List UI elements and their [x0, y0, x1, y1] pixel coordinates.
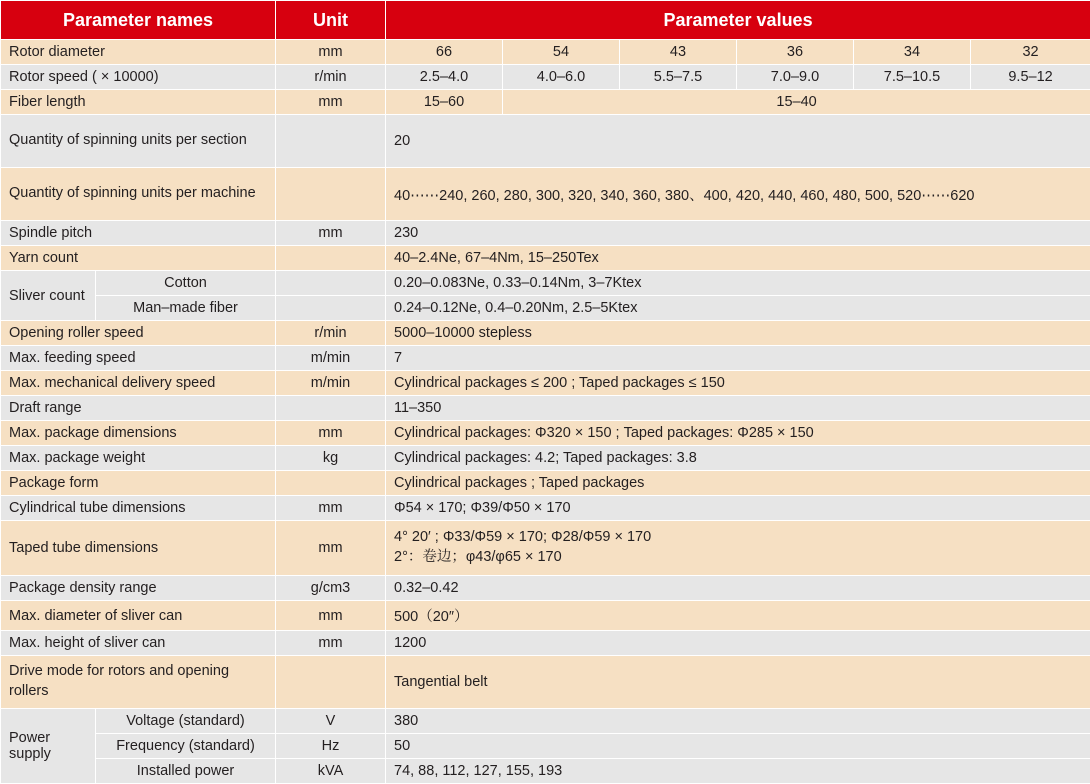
row-label-taped-tube-dimensions: Taped tube dimensions	[1, 521, 276, 576]
cell-draft-range: 11–350	[386, 396, 1090, 421]
cell-rotor-speed-2: 4.0–6.0	[503, 65, 620, 90]
row-unit-sliver-count-manmade	[276, 296, 386, 321]
cell-package-density-range: 0.32–0.42	[386, 576, 1090, 601]
row-label-spindle-pitch: Spindle pitch	[1, 221, 276, 246]
row-label-rotor-speed: Rotor speed ( × 10000)	[1, 65, 276, 90]
row-unit-units-per-machine	[276, 168, 386, 221]
cell-rotor-speed-1: 2.5–4.0	[386, 65, 503, 90]
row-unit-drive-mode	[276, 656, 386, 709]
row-label-units-per-section: Quantity of spinning units per section	[1, 115, 276, 168]
table-row	[1, 40, 1090, 65]
cell-units-per-machine: 40⋯⋯240, 260, 280, 300, 320, 340, 360, 380、400, 420, 440, 460, 480, 500, 520⋯⋯620	[386, 168, 1090, 221]
row-unit-max-feeding-speed: m/min	[276, 346, 386, 371]
header-parameter-names: Parameter names	[1, 1, 276, 40]
cell-rotor-speed-6: 9.5–12	[971, 65, 1090, 90]
cell-units-per-section: 20	[386, 115, 1090, 168]
row-label-max-delivery-speed: Max. mechanical delivery speed	[1, 371, 276, 396]
table-row	[1, 246, 1090, 271]
cell-opening-roller-speed: 5000–10000 stepless	[386, 321, 1090, 346]
row-unit-taped-tube-dimensions: mm	[276, 521, 386, 576]
row-label-units-per-machine: Quantity of spinning units per machine	[1, 168, 276, 221]
row-label-rotor-diameter: Rotor diameter	[1, 40, 276, 65]
row-unit-max-package-weight: kg	[276, 446, 386, 471]
row-sublabel-cotton: Cotton	[96, 271, 276, 296]
cell-fiber-length-first: 15–60	[386, 90, 503, 115]
cell-installed-power: 74, 88, 112, 127, 155, 193	[386, 759, 1090, 784]
cell-frequency: 50	[386, 734, 1090, 759]
table-row	[1, 656, 1090, 709]
row-unit-package-density-range: g/cm3	[276, 576, 386, 601]
row-unit-max-height-sliver-can: mm	[276, 631, 386, 656]
row-unit-yarn-count	[276, 246, 386, 271]
row-label-opening-roller-speed: Opening roller speed	[1, 321, 276, 346]
row-label-package-form: Package form	[1, 471, 276, 496]
cell-yarn-count: 40–2.4Ne, 67–4Nm, 15–250Tex	[386, 246, 1090, 271]
cell-package-form: Cylindrical packages ; Taped packages	[386, 471, 1090, 496]
table-row	[1, 446, 1090, 471]
row-label-max-height-sliver-can: Max. height of sliver can	[1, 631, 276, 656]
table-row	[1, 90, 1090, 115]
cell-max-package-weight: Cylindrical packages: 4.2; Taped packages: 3.8	[386, 446, 1090, 471]
row-unit-max-diameter-sliver-can: mm	[276, 601, 386, 631]
cell-spindle-pitch: 230	[386, 221, 1090, 246]
table-row	[1, 65, 1090, 90]
table-row	[1, 734, 1090, 759]
table-row	[1, 601, 1090, 631]
row-unit-cylindrical-tube-dimensions: mm	[276, 496, 386, 521]
table-row	[1, 271, 1090, 296]
cell-rotor-diameter-1: 66	[386, 40, 503, 65]
cell-max-feeding-speed: 7	[386, 346, 1090, 371]
cell-max-package-dimensions: Cylindrical packages: Φ320 × 150 ; Taped packages: Φ285 × 150	[386, 421, 1090, 446]
cell-drive-mode: Tangential belt	[386, 656, 1090, 709]
cell-rotor-speed-3: 5.5–7.5	[620, 65, 737, 90]
row-unit-rotor-speed: r/min	[276, 65, 386, 90]
table-row	[1, 168, 1090, 221]
row-unit-opening-roller-speed: r/min	[276, 321, 386, 346]
cell-rotor-diameter-2: 54	[503, 40, 620, 65]
table-row	[1, 521, 1090, 576]
table-row	[1, 371, 1090, 396]
row-sublabel-installed-power: Installed power	[96, 759, 276, 784]
table-row	[1, 759, 1090, 784]
cell-rotor-diameter-4: 36	[737, 40, 854, 65]
row-unit-spindle-pitch: mm	[276, 221, 386, 246]
row-unit-sliver-count-cotton	[276, 271, 386, 296]
cell-cylindrical-tube-dimensions: Φ54 × 170; Φ39/Φ50 × 170	[386, 496, 1090, 521]
cell-fiber-length-rest: 15–40	[503, 90, 1090, 115]
table-row	[1, 321, 1090, 346]
cell-voltage: 380	[386, 709, 1090, 734]
row-unit-max-delivery-speed: m/min	[276, 371, 386, 396]
cell-max-height-sliver-can: 1200	[386, 631, 1090, 656]
row-sublabel-frequency: Frequency (standard)	[96, 734, 276, 759]
cell-taped-tube-dimensions	[386, 521, 1090, 576]
row-label-max-package-weight: Max. package weight	[1, 446, 276, 471]
table-row	[1, 296, 1090, 321]
cell-max-diameter-sliver-can: 500（20″）	[386, 601, 1090, 631]
table-row	[1, 709, 1090, 734]
table-row	[1, 576, 1090, 601]
table-row	[1, 631, 1090, 656]
table-row	[1, 471, 1090, 496]
table-row	[1, 115, 1090, 168]
cell-rotor-speed-5: 7.5–10.5	[854, 65, 971, 90]
row-sublabel-manmade-fiber: Man–made fiber	[96, 296, 276, 321]
row-label-cylindrical-tube-dimensions: Cylindrical tube dimensions	[1, 496, 276, 521]
table-row	[1, 421, 1090, 446]
row-label-max-feeding-speed: Max. feeding speed	[1, 346, 276, 371]
table-header-row	[1, 1, 1090, 40]
row-label-sliver-count: Sliver count	[1, 271, 96, 321]
row-unit-frequency: Hz	[276, 734, 386, 759]
row-label-power-supply: Power supply	[1, 709, 96, 784]
taped-tube-line-2: 2°：卷边；φ43/φ65 × 170	[394, 548, 1082, 568]
row-label-package-density-range: Package density range	[1, 576, 276, 601]
cell-rotor-diameter-3: 43	[620, 40, 737, 65]
row-label-drive-mode: Drive mode for rotors and opening rollers	[1, 656, 276, 709]
cell-rotor-diameter-5: 34	[854, 40, 971, 65]
table-row	[1, 496, 1090, 521]
row-unit-installed-power: kVA	[276, 759, 386, 784]
row-unit-package-form	[276, 471, 386, 496]
row-unit-draft-range	[276, 396, 386, 421]
row-label-draft-range: Draft range	[1, 396, 276, 421]
cell-max-delivery-speed: Cylindrical packages ≤ 200 ; Taped packages ≤ 150	[386, 371, 1090, 396]
cell-sliver-count-cotton: 0.20–0.083Ne, 0.33–0.14Nm, 3–7Ktex	[386, 271, 1090, 296]
row-unit-max-package-dimensions: mm	[276, 421, 386, 446]
cell-rotor-diameter-6: 32	[971, 40, 1090, 65]
row-label-fiber-length: Fiber length	[1, 90, 276, 115]
row-label-max-package-dimensions: Max. package dimensions	[1, 421, 276, 446]
row-label-yarn-count: Yarn count	[1, 246, 276, 271]
header-parameter-values: Parameter values	[386, 1, 1090, 40]
table-row	[1, 221, 1090, 246]
table-row	[1, 396, 1090, 421]
taped-tube-line-1: 4° 20′ ; Φ33/Φ59 × 170; Φ28/Φ59 × 170	[394, 528, 1082, 548]
row-sublabel-voltage: Voltage (standard)	[96, 709, 276, 734]
row-unit-fiber-length: mm	[276, 90, 386, 115]
cell-rotor-speed-4: 7.0–9.0	[737, 65, 854, 90]
row-label-max-diameter-sliver-can: Max. diameter of sliver can	[1, 601, 276, 631]
row-unit-units-per-section	[276, 115, 386, 168]
row-unit-rotor-diameter: mm	[276, 40, 386, 65]
row-unit-voltage: V	[276, 709, 386, 734]
header-unit: Unit	[276, 1, 386, 40]
table-row	[1, 346, 1090, 371]
cell-sliver-count-manmade: 0.24–0.12Ne, 0.4–0.20Nm, 2.5–5Ktex	[386, 296, 1090, 321]
